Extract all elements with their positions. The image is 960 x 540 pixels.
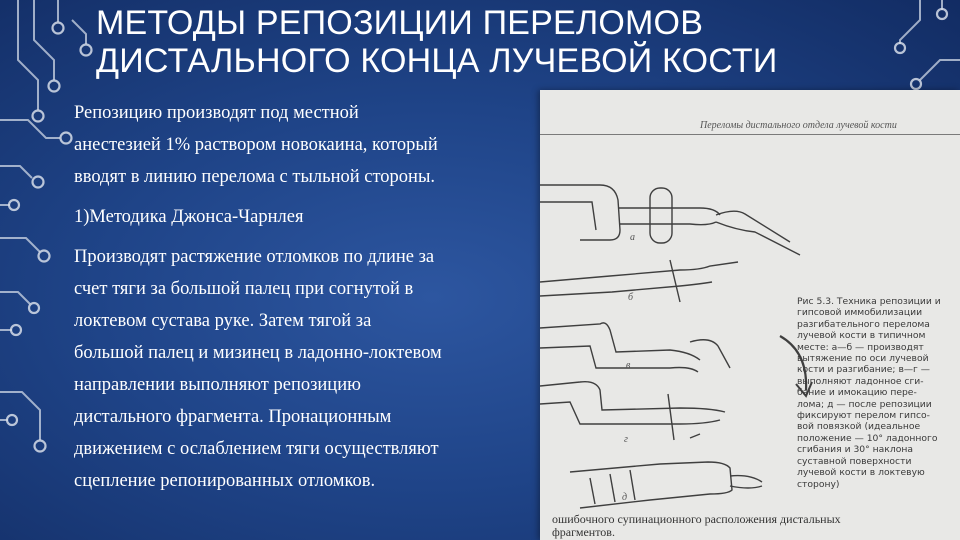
bottom-line: фрагментов. bbox=[552, 525, 615, 539]
caption-line: фиксируют перелом гипсо- bbox=[797, 410, 930, 422]
method-line: Производят растяжение отломков по длине за bbox=[74, 247, 435, 267]
panel-label-a: а bbox=[630, 232, 635, 243]
method-line: локтевом сустава руке. Затем тягой за bbox=[74, 311, 372, 331]
textbook-figure-photo bbox=[540, 90, 960, 540]
title-line-1: МЕТОДЫ РЕПОЗИЦИИ ПЕРЕЛОМОВ bbox=[96, 4, 704, 42]
caption-line: лучевой кости в локтевую bbox=[797, 467, 925, 479]
caption-line: выполняют ладонное сги- bbox=[797, 375, 924, 387]
caption-line: сгибания и 30° наклона bbox=[797, 444, 913, 456]
title-line-2: ДИСТАЛЬНОГО КОНЦА ЛУЧЕВОЙ КОСТИ bbox=[96, 42, 778, 80]
caption-line: вытяжение по оси лучевой bbox=[797, 353, 929, 365]
intro-line: Репозицию производят под местной bbox=[74, 103, 359, 123]
method-line: счет тяги за большой палец при согнутой в bbox=[74, 279, 414, 299]
caption-line: положение — 10° ладонного bbox=[797, 432, 938, 444]
caption-line: разгибательного перелома bbox=[797, 318, 930, 330]
caption-line: гипсовой иммобилизации bbox=[797, 307, 923, 319]
figure-bottom-text bbox=[552, 513, 960, 539]
bottom-line: ошибочного супинационного расположения дистальных bbox=[552, 512, 841, 526]
caption-line: суставной поверхности bbox=[797, 455, 912, 467]
body-text bbox=[74, 97, 529, 497]
panel-label-d: д bbox=[622, 492, 628, 503]
method-heading: 1)Методика Джонса-Чарнлея bbox=[74, 207, 304, 227]
caption-line: вой повязкой (идеальное bbox=[797, 421, 921, 433]
caption-line: сторону) bbox=[797, 478, 840, 490]
caption-line: месте: а—б — производят bbox=[797, 341, 924, 353]
panel-label-b: б bbox=[628, 292, 634, 303]
method-line: движением с ослаблением тяги осуществляют bbox=[74, 439, 439, 459]
caption-line: кости и разгибание; в—г — bbox=[797, 364, 930, 376]
panel-label-g: г bbox=[624, 434, 628, 445]
caption-line: лома; д — после репозиции bbox=[797, 398, 932, 410]
intro-line: анестезией 1% раствором новокаина, который bbox=[74, 135, 438, 155]
method-line: дистального фрагмента. Пронационным bbox=[74, 407, 392, 427]
figure-page-header: Переломы дистального отдела лучевой кости bbox=[700, 120, 897, 131]
caption-line: бание и имокацию пере- bbox=[797, 387, 917, 399]
panel-label-v: в bbox=[626, 360, 631, 371]
caption-line: Рис 5.3. Техника репозиции и bbox=[797, 296, 941, 307]
slide-title bbox=[96, 4, 856, 80]
figure-caption bbox=[797, 296, 955, 490]
method-line: сцепление репонированных отломков. bbox=[74, 471, 376, 491]
method-line: большой палец и мизинец в ладонно-локтевом bbox=[74, 343, 442, 363]
method-line: направлении выполняют репозицию bbox=[74, 375, 361, 395]
intro-line: вводят в линию перелома с тыльной стороны. bbox=[74, 167, 436, 187]
caption-line: лучевой кости в типичном bbox=[797, 330, 926, 342]
